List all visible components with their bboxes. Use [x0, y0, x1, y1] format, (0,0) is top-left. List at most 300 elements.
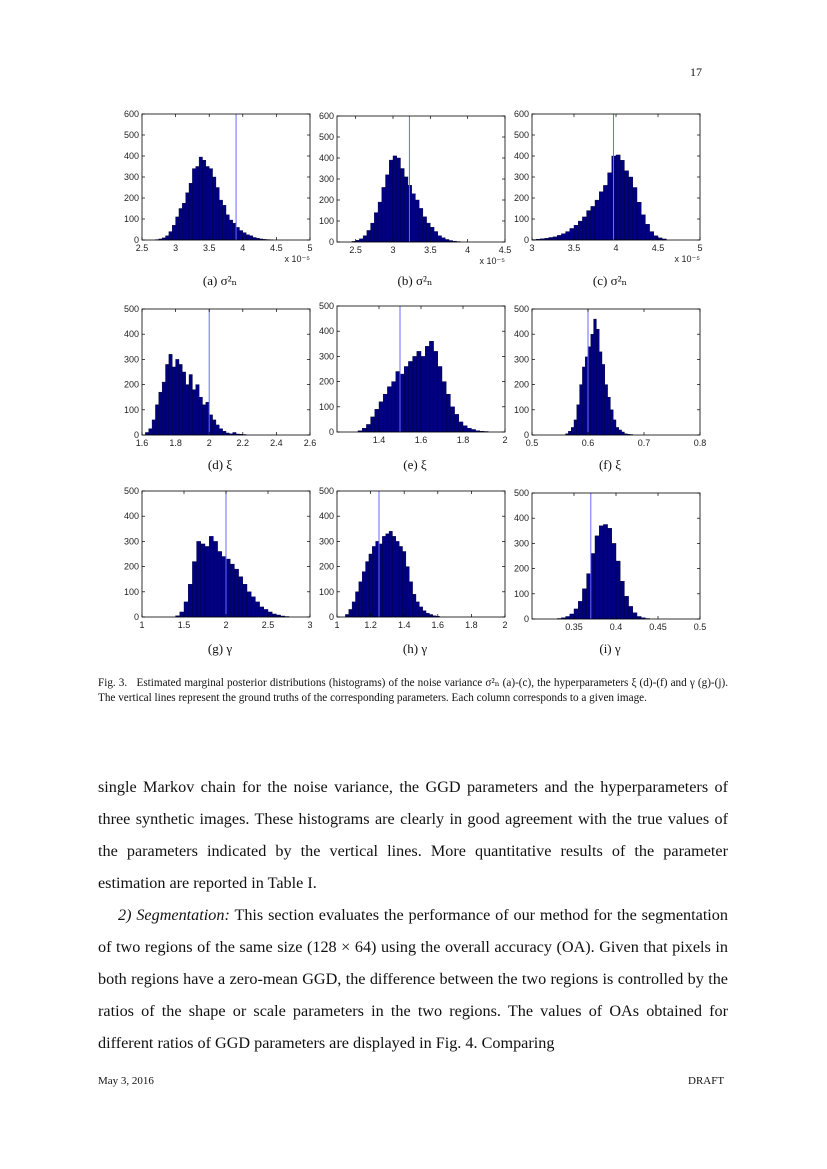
histogram-bar: [216, 188, 219, 241]
histogram-bar: [182, 203, 185, 240]
y-tick-label: 500: [123, 486, 139, 496]
histogram-bar: [608, 397, 611, 435]
histogram-bar: [624, 171, 628, 240]
x-tick-label: 1.6: [414, 435, 428, 445]
histogram-bar: [226, 559, 230, 617]
histogram-panel-g: [118, 485, 313, 655]
histogram-bar: [616, 155, 620, 240]
y-tick-label: 300: [123, 354, 139, 365]
histogram-f-svg: [508, 303, 708, 473]
histogram-bar: [389, 160, 393, 242]
histogram-bar: [219, 200, 222, 240]
histogram-e-svg: [313, 300, 513, 470]
histogram-bar: [386, 534, 389, 617]
histogram-bar: [412, 194, 416, 242]
histogram-bar: [629, 177, 633, 240]
histogram-bar: [155, 405, 158, 435]
histogram-bar: [574, 420, 577, 435]
histogram-bar: [216, 425, 219, 435]
sublabel-a: (a) σ²ₙ: [202, 273, 238, 288]
histogram-bar: [219, 429, 222, 435]
y-tick-label: 200: [123, 193, 139, 203]
histogram-bar: [188, 584, 192, 617]
x-tick-label: 0.45: [649, 622, 667, 632]
x-tick-label: 5: [697, 243, 703, 253]
histogram-bar: [400, 169, 404, 243]
histogram-bar: [209, 415, 212, 435]
histogram-bar: [591, 206, 595, 240]
histogram-d-svg: [118, 303, 318, 473]
histogram-bar: [229, 220, 232, 240]
histogram-bar: [363, 236, 367, 242]
histogram-bar: [382, 536, 385, 617]
histogram-panel-b: [313, 110, 512, 280]
histogram-bar: [582, 217, 586, 240]
histogram-bar: [602, 364, 605, 435]
y-tick-label: 0: [328, 237, 334, 247]
histogram-bar: [196, 385, 199, 435]
y-tick-label: 0: [523, 614, 529, 624]
histogram-bar: [352, 602, 355, 617]
histogram-bar: [415, 200, 419, 242]
histogram-bar: [182, 372, 185, 435]
histogram-panel-f: [508, 303, 707, 473]
histogram-bar: [637, 202, 641, 240]
x-exponent-label: x 10⁻⁵: [479, 256, 505, 266]
histogram-bar: [268, 612, 272, 617]
histogram-bar: [186, 193, 189, 240]
histogram-bar: [396, 372, 400, 432]
x-tick-label: 1.8: [465, 620, 478, 630]
figure-caption-prefix: Fig. 3.: [98, 677, 128, 689]
histogram-bar: [176, 359, 179, 435]
histogram-bar: [372, 546, 375, 617]
histogram-bar: [587, 211, 591, 240]
x-tick-label: 4: [465, 245, 471, 255]
histogram-bar: [209, 536, 213, 617]
histogram-bar: [438, 236, 442, 242]
x-tick-label: 0.35: [565, 622, 583, 632]
histogram-bar: [413, 594, 416, 617]
histogram-bar: [230, 564, 234, 617]
histogram-bar: [595, 536, 599, 619]
figure-caption: [98, 676, 728, 706]
histogram-bar: [201, 544, 205, 617]
histogram-bar: [570, 614, 574, 619]
histogram-bar: [577, 405, 580, 435]
histogram-bar: [189, 375, 192, 435]
histogram-bar: [192, 169, 195, 240]
histogram-bar: [383, 394, 387, 432]
histogram-c-svg: [508, 108, 708, 278]
footer-date: May 3, 2016: [98, 1075, 154, 1087]
y-tick-label: 300: [513, 172, 529, 182]
histogram-bar: [438, 366, 442, 432]
histogram-bar: [427, 223, 431, 242]
histogram-panel-e: [313, 300, 508, 470]
histogram-bar: [574, 609, 578, 619]
histogram-bar: [247, 592, 251, 617]
histogram-bar: [619, 430, 622, 435]
histogram-bar: [613, 420, 616, 435]
x-tick-label: 1.6: [135, 438, 149, 448]
sublabel-i: (i) γ: [599, 641, 621, 656]
x-tick-label: 2: [206, 438, 212, 448]
histogram-bar: [159, 392, 162, 435]
histogram-bar: [591, 553, 595, 619]
x-tick-label: 2.5: [261, 620, 275, 630]
histogram-bar: [149, 429, 152, 435]
histogram-panel-i: [508, 487, 707, 657]
histogram-bar: [250, 236, 253, 240]
page-number: 17: [690, 65, 702, 79]
histogram-bar: [413, 356, 417, 432]
histogram-bar: [612, 543, 616, 619]
x-tick-label: 1.5: [177, 620, 191, 630]
y-tick-label: 100: [513, 404, 529, 415]
histogram-bar: [419, 607, 422, 617]
x-tick-label: 1: [334, 620, 340, 630]
histogram-bar: [633, 613, 637, 619]
histogram-bar: [213, 177, 216, 240]
histogram-bar: [594, 319, 597, 435]
histogram-bar: [260, 607, 264, 617]
histogram-panel-c: [508, 108, 703, 278]
paragraph-1: single Markov chain for the noise variance, the GGD parameters and the hyperparameters of three synthetic images. These histograms are clearly in good agreement with the true values of the parameters indicated by the vertical lines. More quantitative results of the parameter estimation are reported in Table I.: [98, 778, 728, 892]
histogram-bar: [459, 422, 463, 432]
y-tick-label: 300: [318, 351, 334, 362]
histogram-bar: [359, 582, 362, 617]
histogram-bar: [359, 239, 363, 242]
y-tick-label: 200: [513, 563, 529, 574]
x-tick-label: 4.5: [270, 243, 283, 253]
sublabel-c: (c) σ²ₙ: [592, 273, 628, 288]
histogram-bar: [213, 420, 216, 435]
histogram-bar: [425, 346, 429, 432]
y-tick-label: 100: [318, 216, 334, 226]
histogram-bar: [595, 200, 599, 240]
y-tick-label: 500: [123, 130, 139, 140]
histogram-bar: [199, 157, 202, 240]
histogram-bar: [192, 562, 196, 617]
paragraph-2: [98, 899, 728, 1059]
histogram-bar: [169, 232, 172, 240]
histogram-bar: [406, 567, 409, 617]
histogram-bar: [467, 428, 471, 432]
histogram-bar: [399, 546, 402, 617]
histogram-bar: [382, 187, 386, 242]
histogram-bar: [367, 230, 371, 242]
histogram-bar: [400, 374, 404, 432]
y-tick-label: 600: [123, 109, 139, 119]
histogram-bar: [419, 208, 423, 242]
x-tick-label: 3.5: [202, 243, 216, 253]
histogram-bar: [366, 424, 370, 432]
sublabel-e: (e) ξ: [403, 457, 427, 472]
footer-draft: DRAFT: [688, 1075, 725, 1087]
x-tick-label: 3: [529, 243, 535, 253]
histogram-bar: [243, 233, 246, 240]
histogram-panel-d: [118, 303, 317, 473]
histogram-bar: [355, 592, 358, 617]
x-tick-label: 2.6: [303, 438, 317, 448]
x-tick-label: 3.5: [567, 243, 581, 253]
x-tick-label: 2: [502, 435, 508, 445]
section-heading-segmentation: 2) Segmentation:: [118, 906, 230, 924]
histogram-bar: [222, 557, 226, 617]
y-tick-label: 100: [123, 214, 139, 224]
y-tick-label: 500: [513, 130, 529, 140]
y-tick-label: 0: [523, 430, 529, 440]
y-tick-label: 100: [123, 586, 139, 597]
histogram-bar: [571, 427, 574, 435]
y-tick-label: 400: [318, 511, 334, 522]
histogram-bar: [568, 431, 571, 435]
histogram-bar: [403, 551, 406, 617]
histogram-bar: [180, 612, 184, 617]
y-tick-label: 200: [513, 379, 529, 390]
y-tick-label: 500: [123, 304, 139, 314]
histogram-bar: [392, 382, 396, 432]
y-tick-label: 100: [513, 588, 529, 599]
y-tick-label: 500: [318, 301, 334, 311]
histogram-bar: [223, 205, 226, 240]
histogram-bar: [645, 224, 649, 240]
x-tick-label: 1.2: [364, 620, 377, 630]
histogram-bar: [176, 217, 179, 240]
y-tick-label: 500: [513, 488, 529, 498]
histogram-bar: [616, 427, 619, 435]
histogram-bar: [421, 356, 425, 432]
x-tick-label: 4.5: [651, 243, 665, 253]
histogram-bar: [599, 526, 603, 619]
x-tick-label: 2.5: [135, 243, 149, 253]
histogram-bar: [389, 531, 392, 617]
histogram-bar: [608, 528, 612, 619]
histogram-bar: [434, 232, 438, 243]
x-tick-label: 3.5: [424, 245, 437, 255]
histogram-bar: [166, 236, 169, 240]
histogram-bar: [233, 223, 236, 240]
histogram-bar: [561, 234, 565, 240]
histogram-bar: [426, 613, 429, 617]
histogram-bar: [442, 382, 446, 432]
histogram-bar: [596, 329, 599, 435]
histogram-bar: [574, 225, 578, 240]
histogram-bar: [620, 160, 624, 240]
histogram-bar: [578, 601, 582, 619]
histogram-bar: [152, 420, 155, 435]
y-tick-label: 0: [133, 430, 139, 440]
histogram-bar: [243, 584, 247, 617]
histogram-bar: [446, 394, 450, 432]
histogram-bar: [416, 602, 419, 617]
histogram-bar: [386, 175, 390, 242]
histogram-bar: [434, 351, 438, 432]
histogram-bar: [362, 572, 365, 617]
histogram-bar: [404, 177, 408, 242]
histogram-bar: [205, 546, 209, 617]
histogram-bar: [179, 209, 182, 241]
histogram-bar: [374, 213, 378, 242]
histogram-bar: [603, 185, 607, 240]
y-tick-label: 500: [318, 132, 334, 142]
histogram-bar: [587, 574, 591, 619]
y-tick-label: 0: [328, 427, 334, 437]
y-tick-label: 400: [123, 151, 139, 161]
x-tick-label: 2.5: [349, 245, 362, 255]
histogram-bar: [246, 235, 249, 240]
histogram-bar: [186, 385, 189, 435]
histogram-bar: [202, 405, 205, 435]
histogram-bar: [629, 606, 633, 619]
histogram-bar: [608, 173, 612, 240]
histogram-bar: [184, 602, 188, 617]
histogram-a-svg: [118, 108, 318, 278]
x-tick-label: 4: [240, 243, 246, 253]
x-tick-label: 1.4: [372, 435, 386, 445]
axes-box: [532, 309, 700, 435]
y-tick-label: 0: [133, 612, 139, 622]
histogram-bar: [582, 367, 585, 435]
y-tick-label: 200: [318, 195, 334, 205]
histogram-bar: [430, 227, 434, 242]
sublabel-g: (g) γ: [207, 641, 233, 656]
histogram-bar: [409, 582, 412, 617]
x-tick-label: 0.7: [637, 438, 651, 448]
histogram-bar: [255, 602, 259, 617]
y-tick-label: 200: [318, 561, 334, 572]
histogram-bar: [641, 215, 645, 240]
histogram-bar: [442, 238, 446, 242]
y-tick-label: 300: [123, 536, 139, 547]
x-tick-label: 5: [307, 243, 313, 253]
y-tick-label: 100: [123, 404, 139, 415]
histogram-bar: [172, 225, 175, 240]
y-tick-label: 400: [123, 329, 139, 340]
x-tick-label: 0.4: [609, 622, 623, 632]
y-tick-label: 0: [523, 235, 529, 245]
x-tick-label: 1: [139, 620, 145, 630]
histogram-bar: [196, 167, 199, 241]
y-tick-label: 400: [513, 513, 529, 524]
histogram-panel-a: [118, 108, 313, 278]
histogram-bar: [566, 232, 570, 240]
histogram-bar: [169, 354, 172, 435]
histogram-bar: [387, 387, 391, 432]
histogram-bar: [610, 410, 613, 435]
y-tick-label: 300: [123, 172, 139, 182]
histogram-bar: [197, 541, 201, 617]
histogram-bar: [650, 232, 654, 240]
y-tick-label: 200: [318, 376, 334, 387]
histogram-bar: [423, 217, 427, 242]
histogram-bar: [396, 541, 399, 617]
y-tick-label: 100: [318, 401, 334, 412]
y-tick-label: 300: [318, 536, 334, 547]
histogram-bar: [582, 589, 586, 619]
histogram-bar: [605, 385, 608, 435]
body-text: [98, 771, 728, 1059]
histogram-bar: [591, 334, 594, 435]
histogram-bar: [557, 235, 561, 240]
x-exponent-label: x 10⁻⁵: [674, 254, 700, 264]
x-tick-label: 1.6: [431, 620, 445, 630]
histogram-bar: [463, 426, 467, 432]
histogram-bar: [369, 554, 372, 617]
histogram-bar: [578, 221, 582, 240]
y-tick-label: 400: [513, 151, 529, 161]
histogram-h-svg: [313, 485, 513, 655]
y-tick-label: 0: [133, 235, 139, 245]
histogram-bar: [654, 236, 658, 240]
histogram-bar: [179, 364, 182, 435]
histogram-bar: [166, 364, 169, 435]
histogram-bar: [633, 188, 637, 241]
sublabel-f: (f) ξ: [598, 457, 622, 472]
y-tick-label: 400: [513, 329, 529, 340]
histogram-bar: [223, 431, 226, 435]
y-tick-label: 500: [318, 486, 334, 496]
histogram-bar: [192, 390, 195, 435]
histogram-bar: [599, 352, 602, 435]
histogram-bar: [603, 525, 607, 620]
x-tick-label: 2: [502, 620, 508, 630]
sublabel-b: (b) σ²ₙ: [397, 273, 433, 288]
histogram-bar: [209, 169, 212, 240]
histogram-bar: [622, 432, 625, 435]
histogram-bar: [206, 402, 209, 435]
histogram-bar: [397, 158, 401, 242]
x-tick-label: 3: [307, 620, 313, 630]
histogram-bar: [213, 541, 217, 617]
histogram-bar: [272, 614, 276, 617]
histogram-panel-h: [313, 485, 508, 655]
histogram-bar: [371, 417, 375, 432]
x-tick-label: 4: [613, 243, 619, 253]
x-tick-label: 3: [173, 243, 179, 253]
x-tick-label: 2.4: [270, 438, 283, 448]
y-tick-label: 300: [318, 174, 334, 184]
histogram-bar: [162, 382, 165, 435]
histogram-bar: [553, 237, 557, 240]
x-tick-label: 4.5: [498, 245, 512, 255]
histogram-bar: [450, 407, 454, 432]
histogram-bar: [236, 227, 239, 240]
x-tick-label: 1.8: [456, 435, 470, 445]
histogram-bar: [423, 611, 426, 617]
histogram-bar: [379, 402, 383, 432]
histogram-bar: [172, 367, 175, 435]
y-tick-label: 100: [513, 214, 529, 224]
histogram-bar: [570, 228, 574, 240]
histogram-b-svg: [313, 110, 513, 280]
histogram-bar: [417, 351, 421, 432]
histogram-bar: [392, 536, 395, 617]
sublabel-h: (h) γ: [402, 641, 428, 656]
y-tick-label: 200: [513, 193, 529, 203]
histogram-bar: [189, 183, 192, 240]
y-tick-label: 200: [123, 379, 139, 390]
histogram-bar: [375, 409, 379, 432]
y-tick-label: 500: [513, 304, 529, 314]
x-tick-label: 0.8: [693, 438, 707, 448]
paragraph-2-text: This section evaluates the performance of our method for the segmentation of two regions of the same size (128 × 64) using the overall accuracy (OA). Given that pixels in both regions have a zero-mean GGD, the difference between the two regions is controlled by the ratios of the shape or scale parameters in the two regions. The values of OAs obtained for different ratios of GGD parameters are displayed in Fig. 4. Comparing: [98, 906, 728, 1052]
figure-caption-text: Estimated marginal posterior distributions (histograms) of the noise variance σ²ₙ (a)-(c), the hyperparameters ξ (d)-(f) and γ (g)-(j). The vertical lines represent the ground truths of the corresponding parameters. Each column corresponds to a given image.: [98, 677, 728, 704]
y-tick-label: 400: [318, 153, 334, 163]
x-exponent-label: x 10⁻⁵: [284, 254, 310, 264]
x-tick-label: 2: [223, 620, 229, 630]
